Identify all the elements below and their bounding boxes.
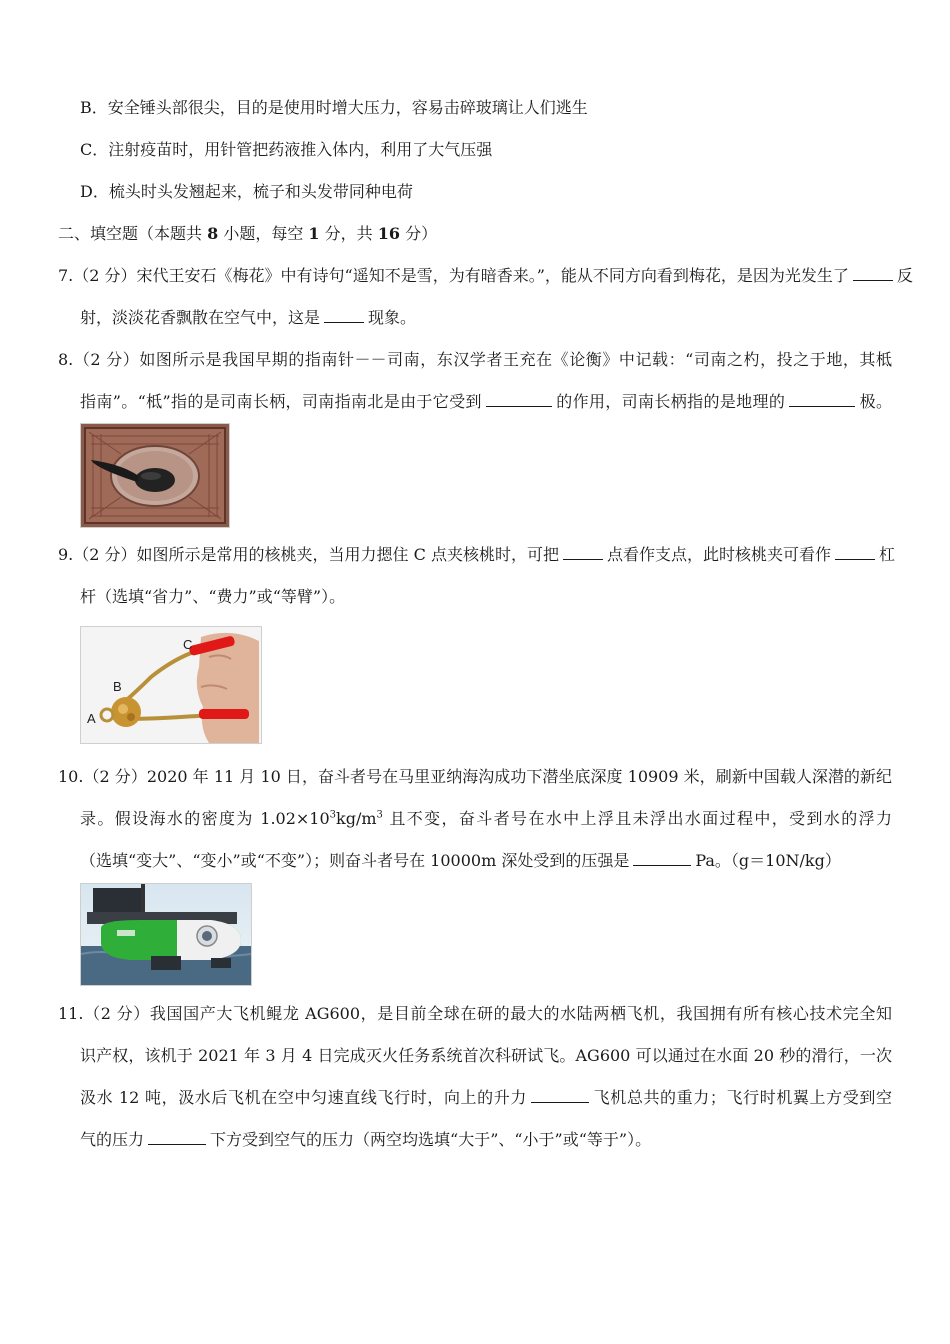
question-8-line-1: 8.（2 分）如图所示是我国早期的指南针－－司南，东汉学者王充在《论衡》中记载：“司南之杓，投之于地，其柢: [58, 350, 892, 369]
question-11-line-2: 识产权，该机于 2021 年 3 月 4 日完成灭火任务系统首次科研试飞。AG600 可以通过在水面 20 秒的滑行，一次: [80, 1046, 892, 1065]
question-11-line-3: 汲水 12 吨，汲水后飞机在空中匀速直线飞行时，向上的升力 飞机总共的重力；飞行时机翼上方受到空: [80, 1088, 892, 1107]
answer-blank[interactable]: [324, 308, 364, 323]
option-d: D．梳头时头发翘起来，梳子和头发带同种电荷: [80, 182, 413, 201]
question-7-line-1: 7.（2 分）宋代王安石《梅花》中有诗句“遥知不是雪，为有暗香来。”，能从不同方向看到梅花，是因为光发生了 反: [58, 266, 913, 285]
question-11-line-1: 11.（2 分）我国国产大飞机鲲龙 AG600，是目前全球在研的最大的水陆两栖飞机，我国拥有所有核心技术完全知: [58, 1004, 892, 1023]
nutcracker-figure: [80, 626, 262, 744]
question-7-line-2: 射，淡淡花香飘散在空气中，这是 现象。: [80, 308, 417, 327]
submersible-figure: [80, 883, 252, 986]
option-b: B．安全锤头部很尖，目的是使用时增大压力，容易击碎玻璃让人们逃生: [80, 98, 588, 117]
question-10-line-3: （选填“变大”、“变小”或“不变”）；则奋斗者号在 10000m 深处受到的压强是 Pa。（g＝10N/kg）: [80, 851, 841, 870]
question-11-line-4: 气的压力 下方受到空气的压力（两空均选填“大于”、“小于”或“等于”）。: [80, 1130, 652, 1149]
answer-blank[interactable]: [835, 545, 875, 560]
answer-blank[interactable]: [853, 266, 893, 281]
nutcracker-label-b: B: [113, 679, 122, 694]
question-8-line-2: 指南”。“柢”指的是司南长柄，司南指南北是由于它受到 的作用，司南长柄指的是地理的 极。: [80, 392, 892, 411]
answer-blank[interactable]: [789, 392, 855, 407]
submersible-image: [81, 884, 251, 985]
answer-blank[interactable]: [563, 545, 603, 560]
answer-blank[interactable]: [633, 851, 691, 866]
question-10-line-2: 录。假设海水的密度为 $1.02\times 10^3kg/m^3$ 且不变，奋斗者号在水中上浮且未浮出水面过程中，受到水的浮力: [80, 809, 892, 828]
answer-blank[interactable]: [148, 1130, 206, 1145]
question-9-line-1: 9.（2 分）如图所示是常用的核桃夹，当用力摁住 C 点夹核桃时，可把 点看作支点，此时核桃夹可看作 杠: [58, 545, 895, 564]
sinan-compass-figure: [80, 423, 230, 528]
nutcracker-image: [81, 627, 261, 743]
answer-blank[interactable]: [531, 1088, 589, 1103]
nutcracker-label-c: C: [183, 637, 193, 652]
nutcracker-label-a: A: [87, 711, 96, 726]
sinan-compass-image: [81, 424, 229, 527]
answer-blank[interactable]: [486, 392, 552, 407]
section-heading: 二、填空题（本题共 8 小题，每空 1 分，共 16 分）: [58, 224, 438, 243]
option-c: C．注射疫苗时，用针管把药液推入体内，利用了大气压强: [80, 140, 493, 159]
question-10-line-1: 10.（2 分）2020 年 11 月 10 日，奋斗者号在马里亚纳海沟成功下潜坐底深度 10909 米，刷新中国载人深潜的新纪: [58, 767, 892, 786]
question-9-line-2: 杆（选填“省力”、“费力”或“等臂”）。: [80, 587, 346, 606]
